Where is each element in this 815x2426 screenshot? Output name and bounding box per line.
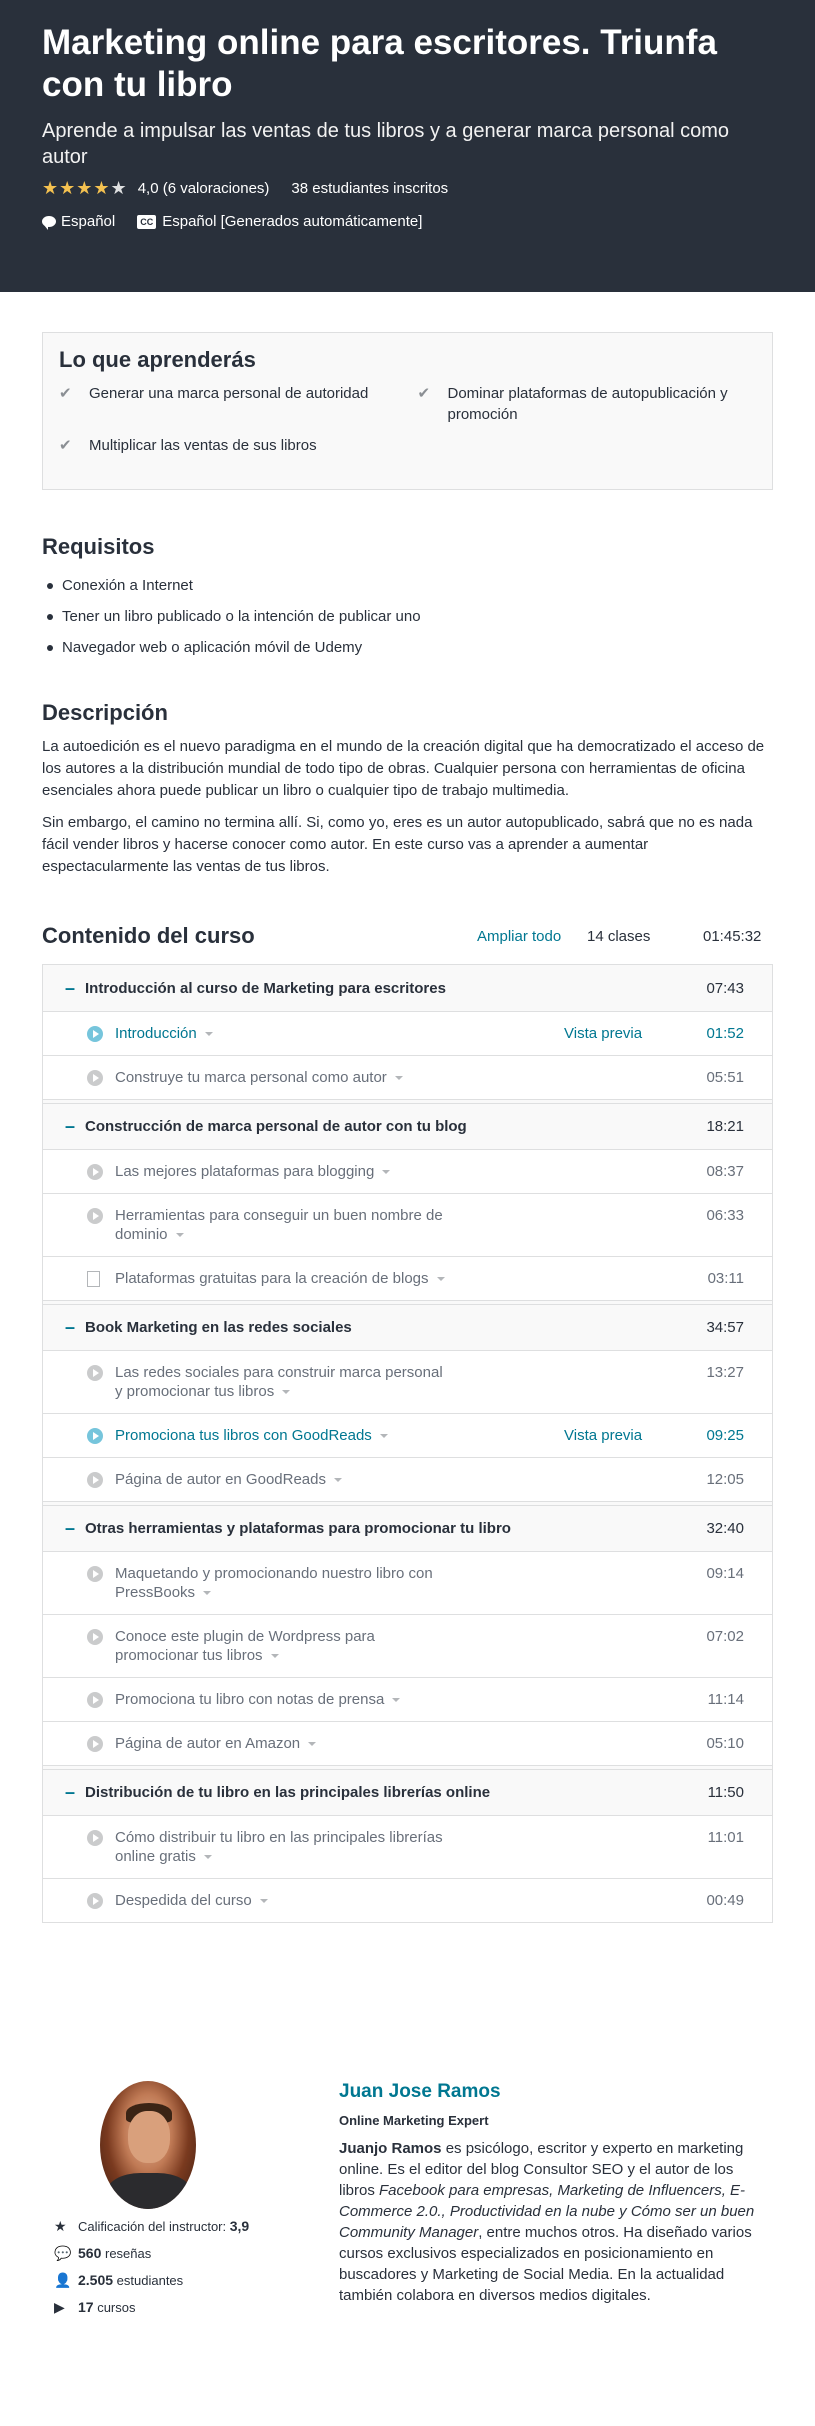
section-title: Construcción de marca personal de autor con tu blog <box>85 1118 467 1135</box>
lecture-row <box>43 1721 772 1765</box>
lecture-title[interactable]: Promociona tus libros con GoodReads <box>115 1427 372 1444</box>
play-circle-icon <box>87 1830 103 1846</box>
chevron-down-icon[interactable] <box>203 1591 211 1595</box>
star-icon: ★★★★ <box>42 178 111 198</box>
closed-captions-icon: CC <box>137 215 156 229</box>
chevron-down-icon[interactable] <box>260 1899 268 1903</box>
chevron-down-icon[interactable] <box>382 1170 390 1174</box>
learn-item: ✔ Dominar plataformas de autopublicación y promoción <box>417 385 728 423</box>
instructor-avatar[interactable] <box>100 2081 196 2209</box>
instructor-students: 👤 2.505 estudiantes <box>54 2272 184 2288</box>
play-circle-icon <box>87 1026 103 1042</box>
lecture-row <box>43 1677 772 1721</box>
lecture-title: Cómo distribuir tu libro en las principales librerías online gratis <box>115 1829 443 1865</box>
lecture-title: Despedida del curso <box>115 1892 252 1909</box>
section-duration: 18:21 <box>706 1118 744 1135</box>
section-duration: 32:40 <box>706 1520 744 1537</box>
lecture-row[interactable] <box>43 1413 772 1457</box>
lecture-title: Las mejores plataformas para blogging <box>115 1163 375 1180</box>
learn-heading: Lo que aprenderás <box>59 347 256 372</box>
lecture-duration: 13:27 <box>706 1364 744 1381</box>
lecture-title: Construye tu marca personal como autor <box>115 1069 387 1086</box>
lecture-title: Conoce este plugin de Wordpress para promocionar tus libros <box>115 1628 375 1664</box>
rating-text[interactable]: 4,0 (6 valoraciones) <box>137 180 270 197</box>
course-meta <box>42 178 773 199</box>
user-icon: 👤 <box>54 2272 72 2288</box>
chevron-down-icon[interactable] <box>176 1233 184 1237</box>
play-circle-icon <box>87 1365 103 1381</box>
lecture-title: Plataformas gratuitas para la creación de blogs <box>115 1270 429 1287</box>
play-circle-icon <box>87 1472 103 1488</box>
check-icon: ✔ <box>59 437 72 454</box>
total-duration: 01:45:32 <box>703 927 762 945</box>
lecture-title: Herramientas para conseguir un buen nombre de dominio <box>115 1207 443 1243</box>
chevron-down-icon[interactable] <box>308 1742 316 1746</box>
lecture-row <box>43 1149 772 1193</box>
what-you-will-learn <box>42 332 773 490</box>
play-circle-icon <box>87 1428 103 1444</box>
section-title: Introducción al curso de Marketing para escritores <box>85 979 446 997</box>
play-circle-icon <box>87 1893 103 1909</box>
lectures-count: 14 clases <box>587 927 651 945</box>
chevron-down-icon[interactable] <box>271 1654 279 1658</box>
section-header[interactable] <box>43 1103 772 1149</box>
chevron-down-icon[interactable] <box>204 1855 212 1859</box>
minus-icon: – <box>65 1317 76 1337</box>
section-header[interactable] <box>43 965 772 1011</box>
play-circle-icon <box>87 1736 103 1752</box>
minus-icon: – <box>65 1518 76 1538</box>
lecture-row <box>43 1551 772 1614</box>
lecture-row <box>43 1815 772 1878</box>
instructor-bio: Juanjo Ramos es psicólogo, escritor y experto en marketing online. Es el editor del blog Consultor SEO y el autor de los libros Facebook para empresas, Marketing de Influencers, E-Commerce 2.0., Productividad en la nube y Cómo ser un buen Community Manager, entre muchos otros. Ha diseñado varios cursos exclusivos especializados en posicionamiento en buscadores y Marketing de Social Media. En la actualidad también colabora en diversos medios digitales. <box>339 2140 755 2304</box>
lecture-duration: 05:10 <box>706 1735 744 1752</box>
chevron-down-icon[interactable] <box>334 1478 342 1482</box>
section-duration: 11:50 <box>707 1784 744 1801</box>
lecture-duration: 07:02 <box>706 1628 744 1645</box>
description-paragraph: La autoedición es el nuevo paradigma en el mundo de la creación digital que ha democratizado el acceso de los autores a la distribución mundial de todo tipo de obras. Cualquier persona con herramientas de oficina esenciales ahora puede publicar un libro o cualquier tipo de trabajo multimedia. <box>42 738 765 799</box>
lecture-row <box>43 1878 772 1922</box>
course-title: Marketing online para escritores. Triunfa con tu libro <box>42 23 717 104</box>
lecture-title[interactable]: Introducción <box>115 1025 197 1042</box>
play-circle-icon <box>87 1692 103 1708</box>
requirements-heading: Requisitos <box>42 534 155 559</box>
instructor-title: Online Marketing Expert <box>339 2113 489 2128</box>
preview-link[interactable]: Vista previa <box>564 1025 643 1042</box>
section-title: Book Marketing en las redes sociales <box>85 1319 352 1336</box>
requirement-item: Navegador web o aplicación móvil de Udemy <box>42 638 773 658</box>
instructor-reviews: 💬 560 reseñas <box>54 2245 152 2261</box>
preview-link[interactable]: Vista previa <box>564 1427 643 1444</box>
instructor-name[interactable]: Juan Jose Ramos <box>339 2081 501 2102</box>
check-icon: ✔ <box>59 385 72 402</box>
instructor-courses: ▶ 17 cursos <box>54 2299 136 2315</box>
chevron-down-icon[interactable] <box>395 1076 403 1080</box>
instructor <box>42 2081 773 2317</box>
lecture-row <box>43 1055 772 1099</box>
lecture-row <box>43 1457 772 1501</box>
course-content <box>42 918 773 1923</box>
minus-icon: – <box>65 1116 76 1136</box>
course-languages <box>42 213 773 230</box>
lecture-title: Página de autor en Amazon <box>115 1735 301 1752</box>
section-header[interactable] <box>43 1505 772 1551</box>
lecture-row[interactable] <box>43 1011 772 1055</box>
lecture-title: Página de autor en GoodReads <box>115 1471 326 1488</box>
course-header <box>0 0 815 292</box>
content-heading: Contenido del curso <box>42 923 255 948</box>
description <box>42 700 773 878</box>
comment-icon: 💬 <box>54 2245 72 2261</box>
lecture-row <box>43 1193 772 1256</box>
star-empty-icon: ★ <box>110 178 128 198</box>
check-icon: ✔ <box>417 385 431 402</box>
play-circle-icon <box>87 1629 103 1645</box>
lecture-duration: 09:25 <box>706 1427 744 1444</box>
students-count: 38 estudiantes inscritos <box>291 180 449 197</box>
lecture-row <box>43 1256 772 1300</box>
lecture-row <box>43 1350 772 1413</box>
chevron-down-icon[interactable] <box>392 1698 400 1702</box>
requirement-item: Conexión a Internet <box>42 576 773 596</box>
course-subtitle: Aprende a impulsar las ventas de tus libros y a generar marca personal como autor <box>42 120 730 168</box>
minus-icon: – <box>65 977 76 998</box>
lecture-duration: 11:14 <box>707 1691 744 1708</box>
chevron-down-icon[interactable] <box>380 1434 388 1438</box>
minus-icon: – <box>65 1782 76 1802</box>
description-heading: Descripción <box>42 700 168 725</box>
play-circle-icon <box>87 1164 103 1180</box>
course-language: Español <box>61 213 116 230</box>
learn-item: ✔ Multiplicar las ventas de sus libros <box>59 437 317 454</box>
play-circle-icon <box>87 1566 103 1582</box>
instructor-rating: ★ Calificación del instructor: 3,9 <box>54 2218 250 2234</box>
lecture-duration: 06:33 <box>706 1207 744 1224</box>
expand-all-button[interactable]: Ampliar todo <box>477 927 562 945</box>
lecture-duration: 01:52 <box>706 1025 744 1042</box>
lecture-duration: 12:05 <box>706 1471 744 1488</box>
play-circle-icon: ▶ <box>54 2299 65 2315</box>
play-circle-icon <box>87 1208 103 1224</box>
play-circle-icon <box>87 1070 103 1086</box>
document-icon <box>87 1271 100 1287</box>
section-duration: 34:57 <box>706 1319 744 1336</box>
lecture-duration: 09:14 <box>706 1565 744 1582</box>
description-paragraph: Sin embargo, el camino no termina allí. Si, como yo, eres es un autor autopublicado, sabrá que no es nada fácil vender libros y hacerse conocer como autor. En este curso vas a aprender a aumentar espectacularmente las ventas de tus libros. <box>42 814 753 875</box>
section-header[interactable] <box>43 1769 772 1815</box>
course-captions: Español [Generados automáticamente] <box>162 213 423 230</box>
chevron-down-icon[interactable] <box>437 1277 445 1281</box>
star-icon: ★ <box>54 2218 67 2234</box>
lecture-row <box>43 1614 772 1677</box>
lecture-title: Maquetando y promocionando nuestro libro con PressBooks <box>115 1565 433 1601</box>
requirement-item: Tener un libro publicado o la intención de publicar uno <box>42 607 773 627</box>
lecture-title: Las redes sociales para construir marca personal y promocionar tus libros <box>115 1364 443 1400</box>
section-title: Distribución de tu libro en las principales librerías online <box>85 1784 491 1801</box>
rating-stars <box>42 178 128 199</box>
lecture-duration: 00:49 <box>706 1892 744 1909</box>
lecture-duration: 05:51 <box>706 1069 744 1086</box>
section-header[interactable] <box>43 1304 772 1350</box>
lecture-duration: 08:37 <box>706 1163 744 1180</box>
chevron-down-icon[interactable] <box>282 1390 290 1394</box>
curriculum-panel <box>42 964 773 1923</box>
comment-icon <box>42 216 56 227</box>
section-duration: 07:43 <box>706 979 744 997</box>
chevron-down-icon[interactable] <box>205 1032 213 1036</box>
lecture-duration: 03:11 <box>707 1270 744 1287</box>
learn-item: ✔ Generar una marca personal de autoridad <box>59 383 398 425</box>
section-title: Otras herramientas y plataformas para promocionar tu libro <box>85 1520 511 1537</box>
lecture-title: Promociona tu libro con notas de prensa <box>115 1691 385 1708</box>
lecture-duration: 11:01 <box>707 1829 744 1846</box>
requirements <box>42 534 773 658</box>
